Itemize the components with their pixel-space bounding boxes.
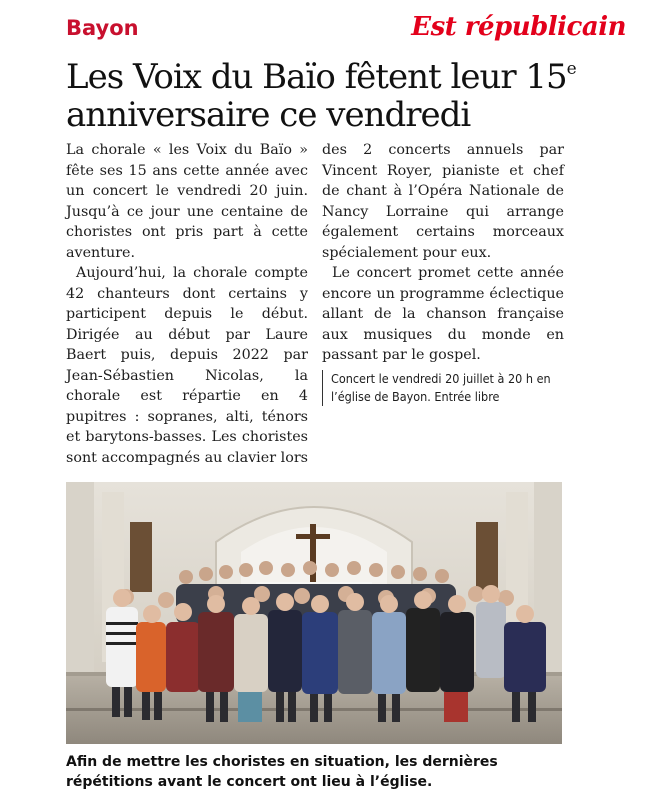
article-paragraph: La chorale « les Voix du Baïo » fête ses 15 ans cette année avec un concert le vendredi 20 juin. Jusqu’à ce jour une centaine de choristes ont pris part à cette aventure. bbox=[66, 142, 308, 261]
event-info: Concert le vendredi 20 juillet à 20 h en l’église de Bayon. Entrée libre bbox=[322, 370, 564, 406]
choir-photo bbox=[66, 482, 562, 744]
article-paragraph: Aujourd’hui, la chorale compte 42 chanteurs dont certains y participent depuis le début. Dirigée au début par Laure Baert puis, depuis 2022 par Jean-Sébastien Nicolas, la chorale est répartie en 4 pupitres : sopranes, alti, ténors et barytons-basses. Les choristes sont accompagnés au clavier lors des 2 concerts annuels par Vincent Royer, pianiste et chef de chant à l’Opéra Nationale de Nancy Lorraine qui arrange également certains morceaux spécialement pour eux. bbox=[66, 142, 564, 466]
section-label: Bayon bbox=[66, 16, 139, 40]
headline-superscript: e bbox=[566, 59, 576, 79]
article-headline bbox=[66, 50, 586, 134]
photo-caption: Afin de mettre les choristes en situation, les dernières répétitions avant le concert ont lieu à l’église. bbox=[66, 754, 498, 790]
article-body bbox=[66, 140, 564, 470]
headline-text-end: anniversaire ce vendredi bbox=[66, 95, 471, 135]
article-paragraph: Le concert promet cette année encore un programme éclectique allant de la chanson française aux musiques du monde en passant par le gospel. bbox=[322, 265, 564, 363]
masthead bbox=[66, 14, 626, 46]
church-choir-illustration bbox=[66, 482, 562, 744]
newspaper-logo: Est républicain bbox=[411, 12, 626, 42]
headline-text: Les Voix du Baïo fêtent leur 15 bbox=[66, 57, 567, 97]
